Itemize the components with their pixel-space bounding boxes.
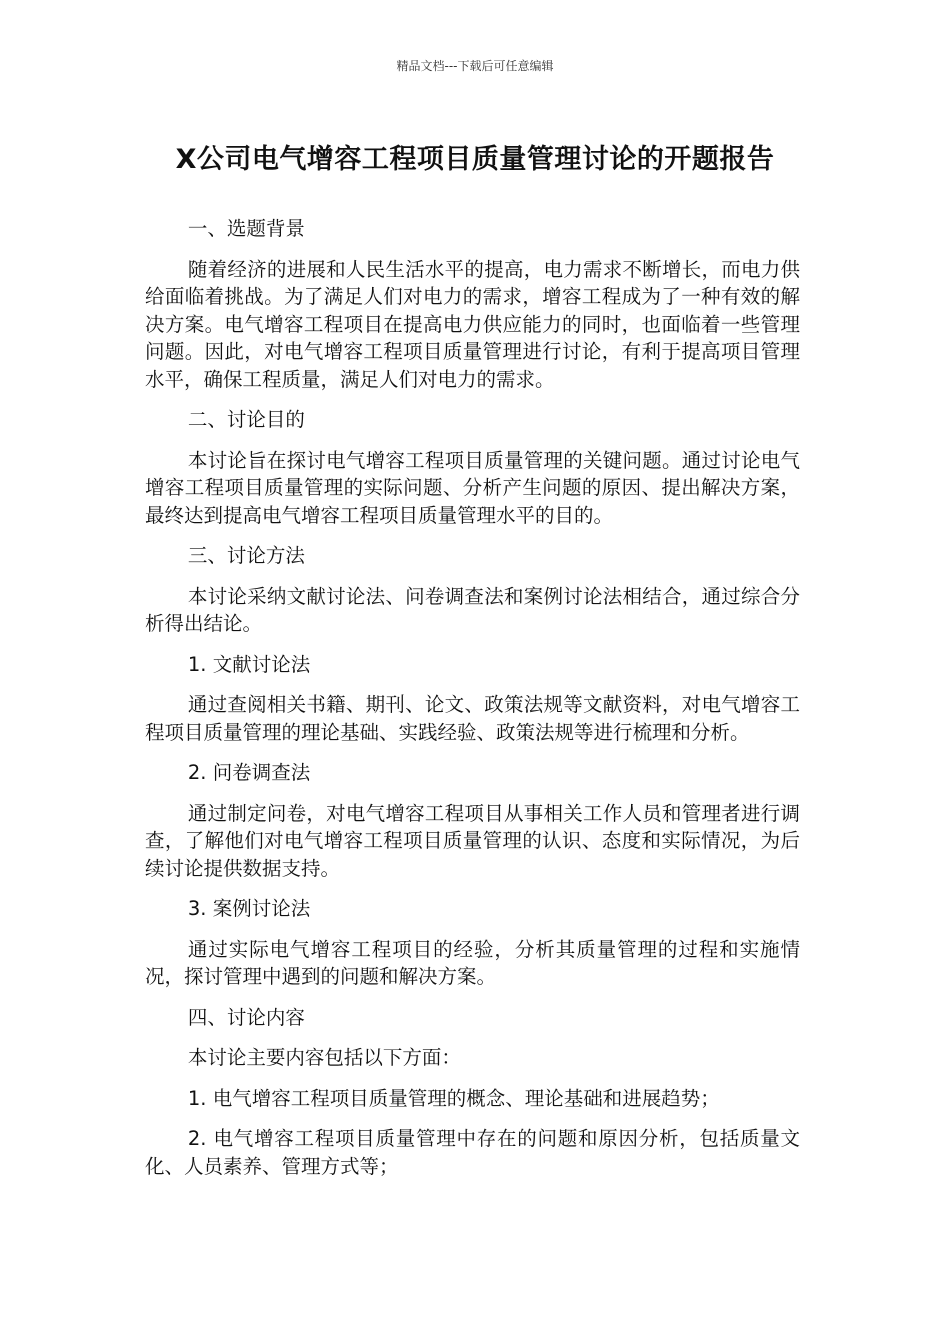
paragraph-purpose: 本讨论旨在探讨电气增容工程项目质量管理的关键问题。通过讨论电气增容工程项目质量管理的实际问题、分析产生问题的原因、提出解决方案，最终达到提高电气增容工程项目质量管理水平的目的。	[145, 448, 800, 527]
section-heading-content: 四、讨论内容	[187, 1005, 305, 1029]
page-header-note: 精品文档---下载后可任意编辑	[396, 59, 554, 73]
paragraph-methods: 本讨论采纳文献讨论法、问卷调查法和案例讨论法相结合，通过综合分析得出结论。	[145, 584, 800, 635]
paragraph-survey-method: 通过制定问卷，对电气增容工程项目从事相关工作人员和管理者进行调查，了解他们对电气增容工程项目质量管理的认识、态度和实际情况，为后续讨论提供数据支持。	[145, 801, 800, 880]
section-heading-purpose: 二、讨论目的	[187, 408, 305, 431]
paragraph-content-intro: 本讨论主要内容包括以下方面：	[187, 1046, 461, 1069]
paragraph-background: 随着经济的进展和人民生活水平的提高，电力需求不断增长，而电力供给面临着挑战。为了满足人们对电力的需求，增容工程成为了一种有效的解决方案。电气增容工程项目在提高电力供应能力的同时，也面临着一些管理问题。因此，对电气增容工程项目质量管理进行讨论，有利于提高项目管理水平，确保工程质量，满足人们对电力的需求。	[145, 257, 800, 391]
list-item-content-2: 2. 电气增容工程项目质量管理中存在的问题和原因分析，包括质量文化、人员素养、管理方式等；	[145, 1127, 800, 1178]
paragraph-case-method: 通过实际电气增容工程项目的经验，分析其质量管理的过程和实施情况，探讨管理中遇到的问题和解决方案。	[145, 937, 800, 988]
section-heading-methods: 三、讨论方法	[187, 544, 305, 567]
document-body	[145, 215, 800, 1193]
section-heading-background: 一、选题背景	[187, 217, 305, 240]
subheading-survey-method: 2. 问卷调查法	[187, 761, 311, 784]
paragraph-literature-method: 通过查阅相关书籍、期刊、论文、政策法规等文献资料，对电气增容工程项目质量管理的理论基础、实践经验、政策法规等进行梳理和分析。	[145, 693, 800, 744]
list-item-content-1: 1. 电气增容工程项目质量管理的概念、理论基础和进展趋势；	[187, 1086, 720, 1110]
subheading-case-method: 3. 案例讨论法	[187, 897, 311, 920]
document-title: X公司电气增容工程项目质量管理讨论的开题报告	[175, 144, 775, 175]
subheading-literature-method: 1. 文献讨论法	[187, 652, 311, 676]
